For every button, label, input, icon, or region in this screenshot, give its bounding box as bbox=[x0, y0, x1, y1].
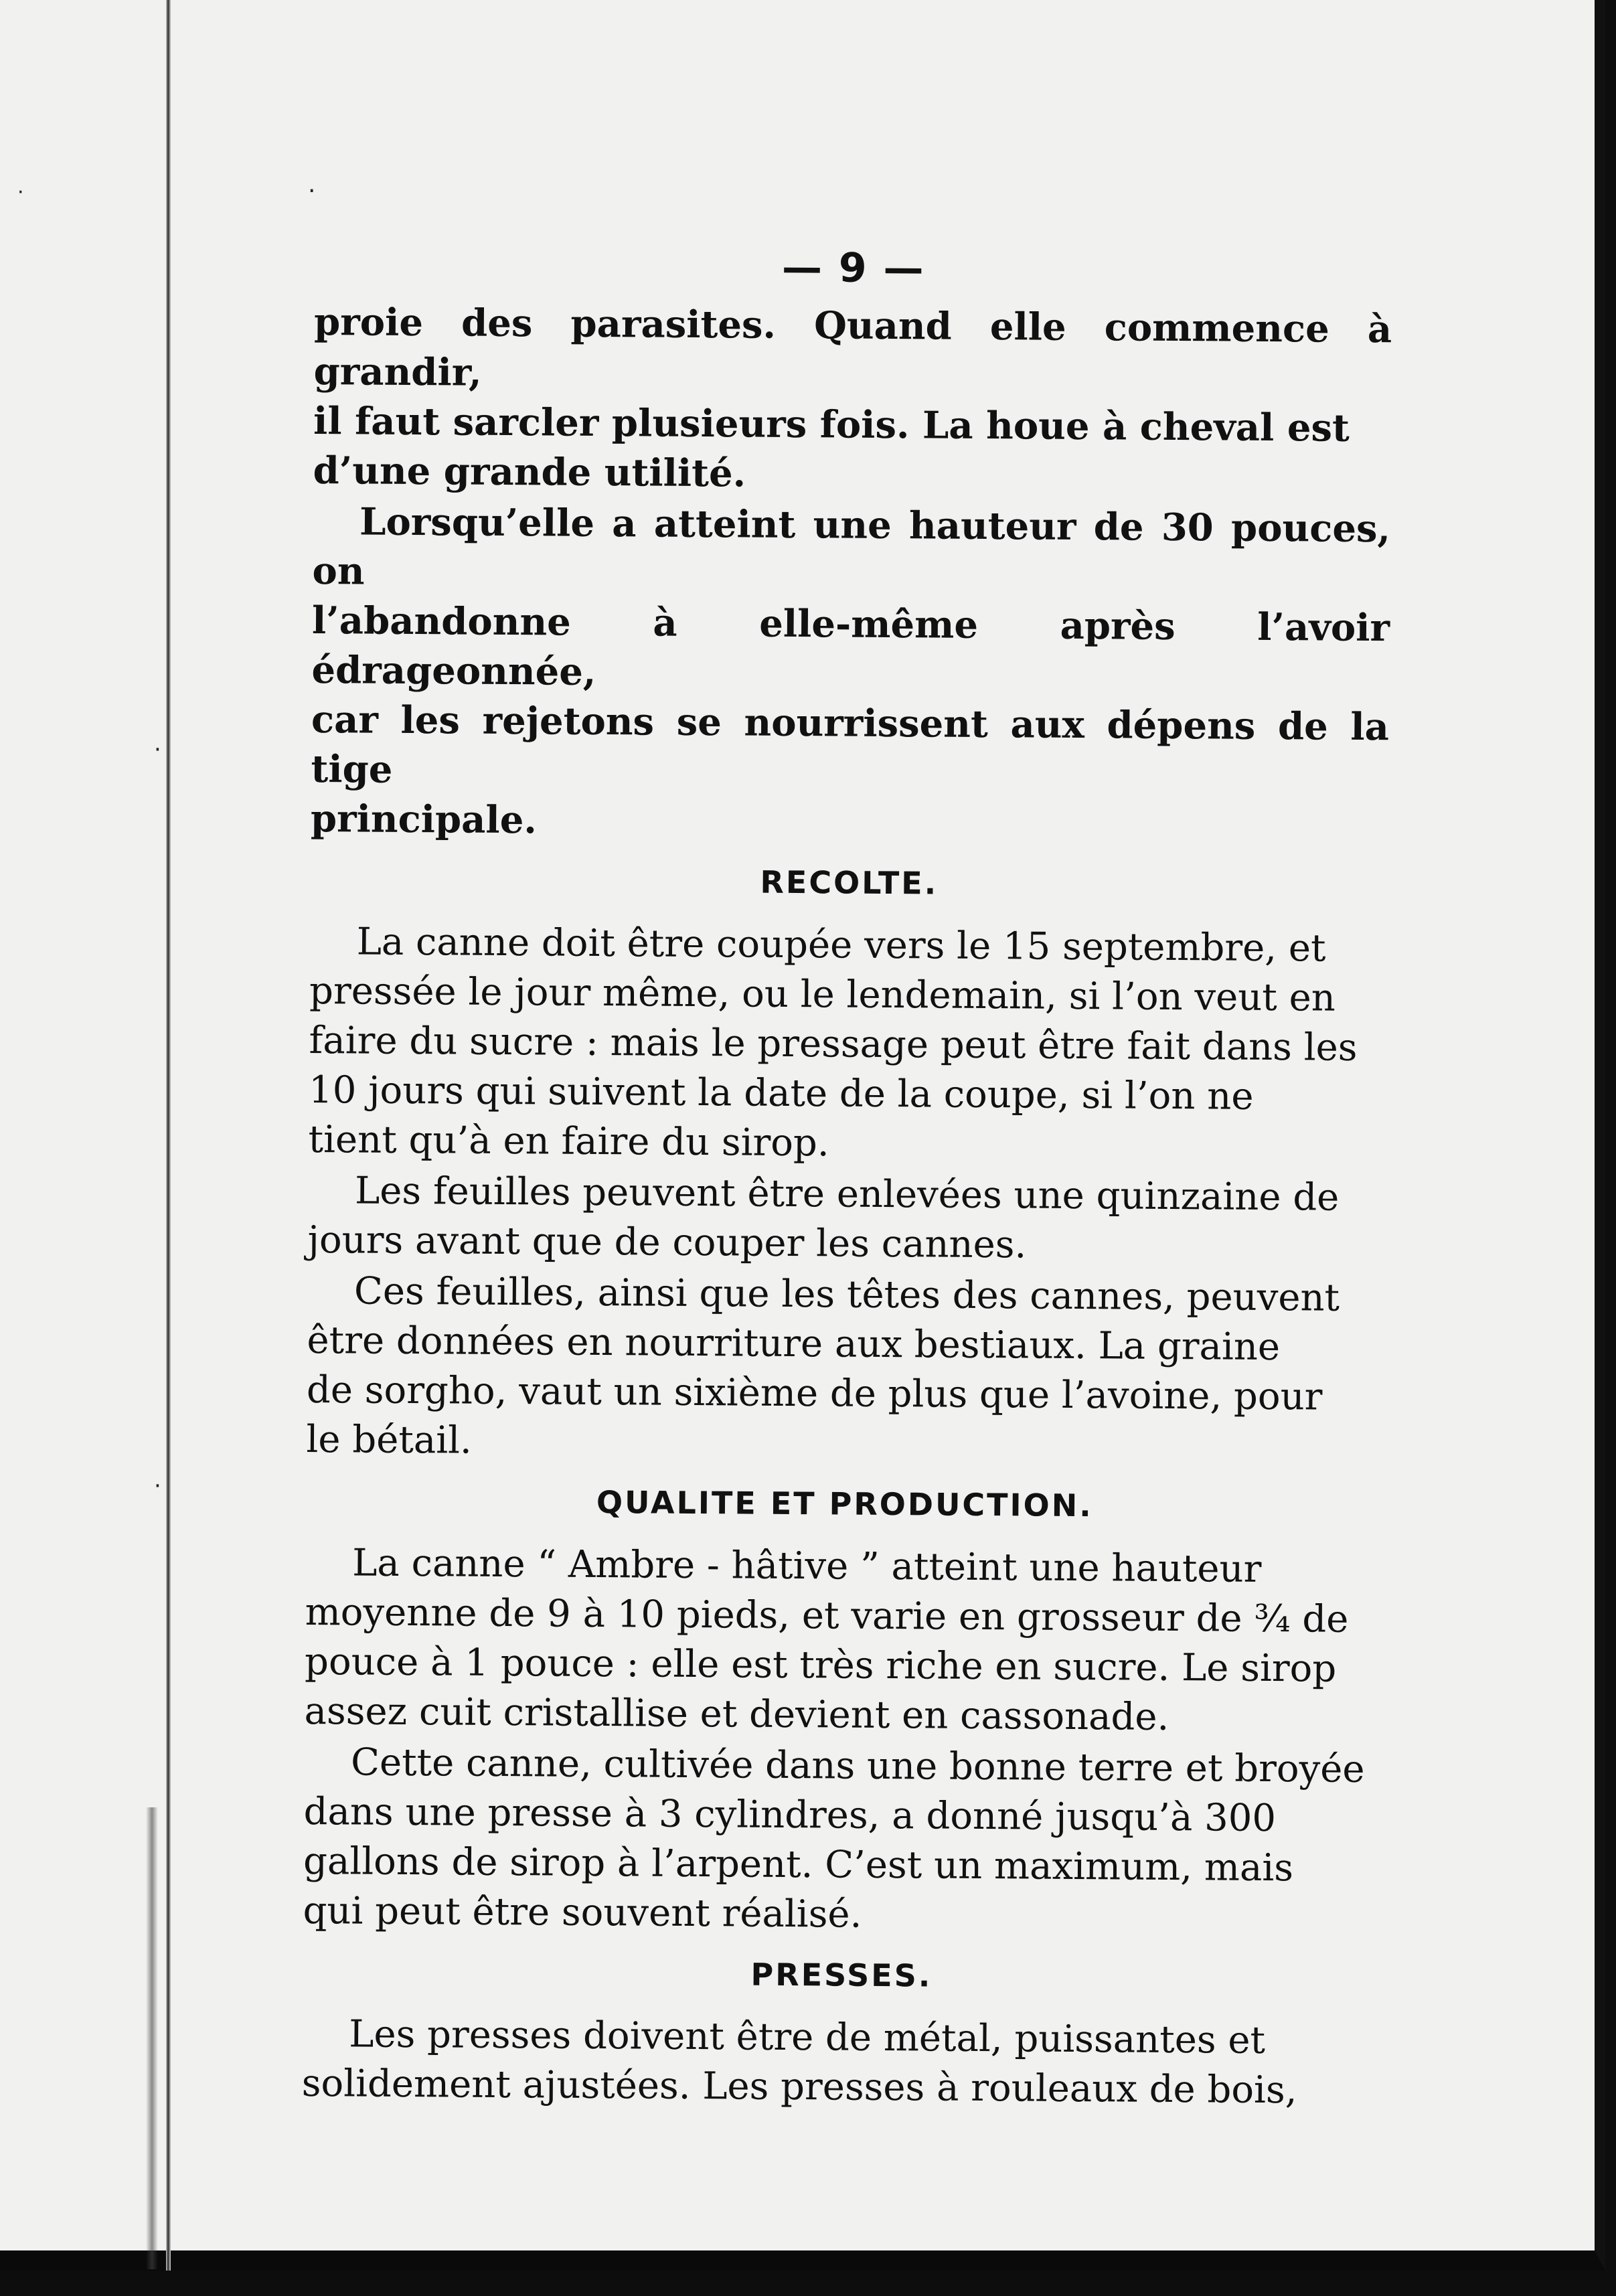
binding-shadow bbox=[146, 1807, 158, 2269]
page-number: — 9 — bbox=[781, 244, 925, 293]
recolte-paragraph-1 bbox=[308, 917, 1388, 1172]
text-line: tient qu’à en faire du sirop. bbox=[308, 1117, 829, 1165]
qualite-paragraph-2 bbox=[303, 1738, 1382, 1943]
text-line: dans une presse à 3 cylindres, a donné jusqu’à 300 bbox=[303, 1789, 1277, 1841]
margin-speck: · bbox=[154, 736, 161, 763]
text-column bbox=[302, 241, 1392, 2117]
text-line: car les rejetons se nourrissent aux dépens de la tige bbox=[311, 697, 1390, 792]
text-line: solidement ajustées. Les presses à rouleaux de bois, bbox=[301, 2061, 1297, 2113]
text-line: pouce à 1 pouce : elle est très riche en sucre. Le sirop bbox=[304, 1639, 1337, 1691]
margin-speck: · bbox=[17, 181, 24, 204]
heading-qualite: QUALITE ET PRODUCTION. bbox=[596, 1483, 1093, 1524]
text-line: être données en nourriture aux bestiaux. La graine bbox=[307, 1318, 1281, 1370]
recolte-paragraph-3 bbox=[306, 1266, 1385, 1472]
text-line: principale. bbox=[310, 796, 538, 843]
text-line: il faut sarcler plusieurs fois. La houe à cheval est bbox=[313, 398, 1350, 450]
intro-paragraph-2 bbox=[311, 497, 1391, 851]
text-line: La canne doit être coupée vers le 15 septembre, et bbox=[356, 920, 1326, 971]
text-line: faire du sucre : mais le pressage peut être fait dans les bbox=[309, 1018, 1358, 1070]
margin-speck: · bbox=[154, 1473, 161, 1499]
text-line: Cette canne, cultivée dans une bonne terre et broyée bbox=[350, 1740, 1365, 1792]
text-line: pressée le jour même, ou le lendemain, si l’on veut en bbox=[309, 969, 1336, 1020]
intro-paragraph-1 bbox=[313, 297, 1392, 503]
text-line: le bétail. bbox=[306, 1417, 473, 1463]
heading-presses: PRESSES. bbox=[750, 1956, 933, 1994]
text-line: Lorsqu’elle a atteint une hauteur de 30 pouces, on bbox=[312, 499, 1391, 594]
text-line: qui peut être souvent réalisé. bbox=[303, 1888, 862, 1937]
text-line: l’abandonne à elle-même après l’avoir édrageonnée, bbox=[311, 598, 1390, 694]
qualite-paragraph-1 bbox=[304, 1538, 1383, 1744]
text-line: La canne “ Ambre - hâtive ” atteint une hauteur bbox=[351, 1541, 1262, 1591]
text-line: Les presses doivent être de métal, puissantes et bbox=[349, 2012, 1266, 2062]
margin-speck: · bbox=[308, 177, 316, 205]
binding-fold bbox=[166, 0, 171, 2271]
text-line: de sorgho, vaut un sixième de plus que l’avoine, pour bbox=[306, 1368, 1323, 1419]
text-line: Ces feuilles, ainsi que les têtes des cannes, peuvent bbox=[353, 1269, 1340, 1320]
recolte-paragraph-2 bbox=[307, 1166, 1386, 1273]
heading-recolte: RECOLTE. bbox=[760, 864, 939, 902]
text-line: moyenne de 9 à 10 pieds, et varie en grosseur de ¾ de bbox=[305, 1590, 1349, 1641]
text-line: jours avant que de couper les cannes. bbox=[307, 1218, 1027, 1267]
text-line: gallons de sirop à l’arpent. C’est un maximum, mais bbox=[303, 1839, 1294, 1890]
text-line: 10 jours qui suivent la date de la coupe, si l’on ne bbox=[308, 1068, 1254, 1119]
presses-paragraph-1 bbox=[302, 2010, 1380, 2116]
text-line: proie des parasites. Quand elle commence à grandir, bbox=[313, 299, 1392, 395]
text-line: d’une grande utilité. bbox=[313, 448, 746, 496]
text-line: Les feuilles peuvent être enlevées une quinzaine de bbox=[354, 1169, 1340, 1220]
text-line: assez cuit cristallise et devient en cassonade. bbox=[304, 1689, 1169, 1739]
